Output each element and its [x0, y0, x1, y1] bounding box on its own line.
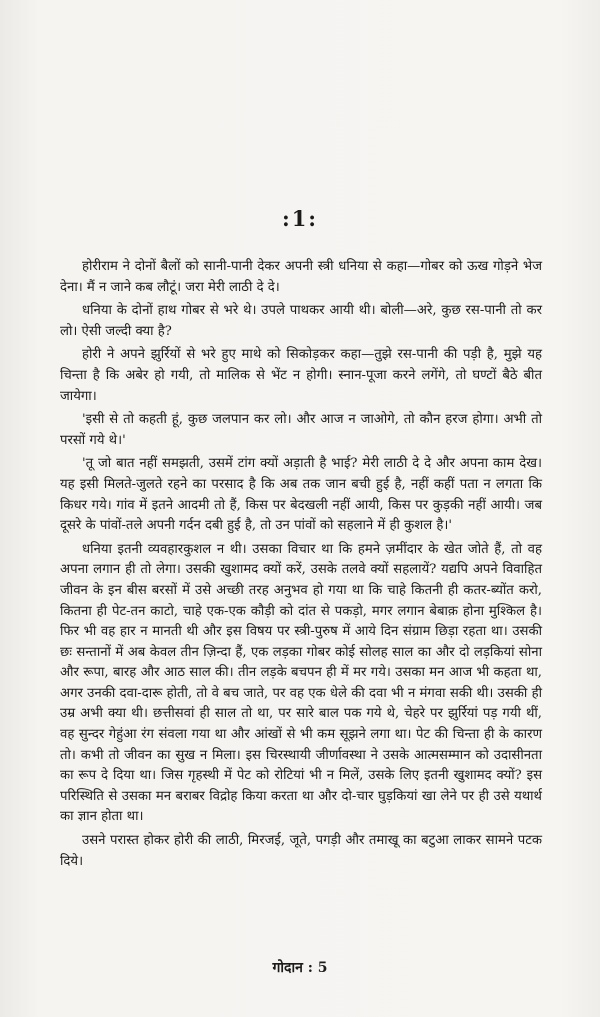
paragraph: होरी ने अपने झुर्रियों से भरे हुए माथे को सिकोड़कर कहा—तुझे रस-पानी की पड़ी है, मुझे यह चिन्ता है कि अबेर हो गयी, तो मालिक से भेंट न होगी। स्नान-पूजा करने लगेंगे, तो घण्टों बैठे बीत जायेगा। — [60, 347, 542, 404]
paragraph: 'इसी से तो कहती हूं, कुछ जलपान कर लो। और आज न जाओगे, तो कौन हरज होगा। अभी तो परसों गये थे।' — [60, 412, 542, 448]
paragraph: धनिया इतनी व्यवहारकुशल न थी। उसका विचार था कि हमने ज़मींदार के खेत जोते हैं, तो वह अपना लगान ही तो लेगा। उसकी खुशामद क्यों करें, उसके तलवे क्यों सहलायें? यद्यपि अपने विवाहित जीवन के इन बीस बरसों में उसे अच्छी तरह अनुभव हो गया था कि चाहे कितनी ही कतर-ब्योंत करो, कितना ही पेट-तन काटो, चाहे एक-एक कौड़ी को दांत से पकड़ो, मगर लगान बेबाक़ होना मुश्किल है। फिर भी वह हार न मानती थी और इस विषय पर स्त्री-पुरुष में आये दिन संग्राम छिड़ा रहता था। उसकी छः सन्तानों में अब केवल तीन ज़िन्दा हैं, एक लड़का गोबर कोई सोलह साल का और दो लड़कियां सोना और रूपा, बारह और आठ साल की। तीन लड़के बचपन ही में मर गये। उसका मन आज भी कहता था, अगर उनकी दवा-दारू होती, तो वे बच जाते, पर वह एक धेले की दवा भी न मंगवा सकी थी। उसकी ही उम्र अभी क्या थी। छत्तीसवां ही साल तो था, पर सारे बाल पक गये थे, चेहरे पर झुर्रियां पड़ गयी थीं, वह सुन्दर गेहुंआ रंग संवला गया था और आंखों से भी कम सूझने लगा था। पेट की चिन्ता ही के कारण तो। कभी तो जीवन का सुख न मिला। इस चिरस्थायी जीर्णावस्था ने उसके आत्मसम्मान को उदासीनता का रूप दे दिया था। जिस गृहस्थी में पेट को रोटियां भी न मिलें, उसके लिए इतनी खुशामद क्यों? इस परिस्थिति से उसका मन बराबर विद्रोह किया करता था और दो-चार घुड़कियां खा लेने पर ही उसे यथार्थ का ज्ञान होता था। — [60, 541, 542, 825]
chapter-heading: :1: — [281, 206, 319, 231]
paragraph: उसने परास्त होकर होरी की लाठी, मिरजई, जूते, पगड़ी और तमाखू का बटुआ लाकर सामने पटक दिये। — [60, 833, 542, 869]
page-footer: गोदान : 5 — [272, 960, 328, 976]
paragraph: धनिया के दोनों हाथ गोबर से भरे थे। उपले पाथकर आयी थी। बोली—अरे, कुछ रस-पानी तो कर लो। ऐसी जल्दी क्या है? — [60, 303, 542, 339]
paragraph: 'तू जो बात नहीं समझती, उसमें टांग क्यों अड़ाती है भाई? मेरी लाठी दे दे और अपना काम देख। यह इसी मिलते-जुलते रहने का परसाद है कि अब तक जान बची हुई है, नहीं कहीं पता न लगता कि किधर गये। गांव में इतने आदमी तो हैं, किस पर बेदखली नहीं आयी, किस पर कुड़की नहीं आयी। जब दूसरे के पांवों-तले अपनी गर्दन दबी हुई है, तो उन पांवों को सहलाने में ही कुशल है।' — [60, 456, 542, 534]
paragraph: होरीराम ने दोनों बैलों को सानी-पानी देकर अपनी स्त्री धनिया से कहा—गोबर को ऊख गोड़ने भेज देना। मैं न जाने कब लौटूं। जरा मेरी लाठी दे दे। — [60, 259, 542, 295]
body-text — [60, 257, 542, 875]
